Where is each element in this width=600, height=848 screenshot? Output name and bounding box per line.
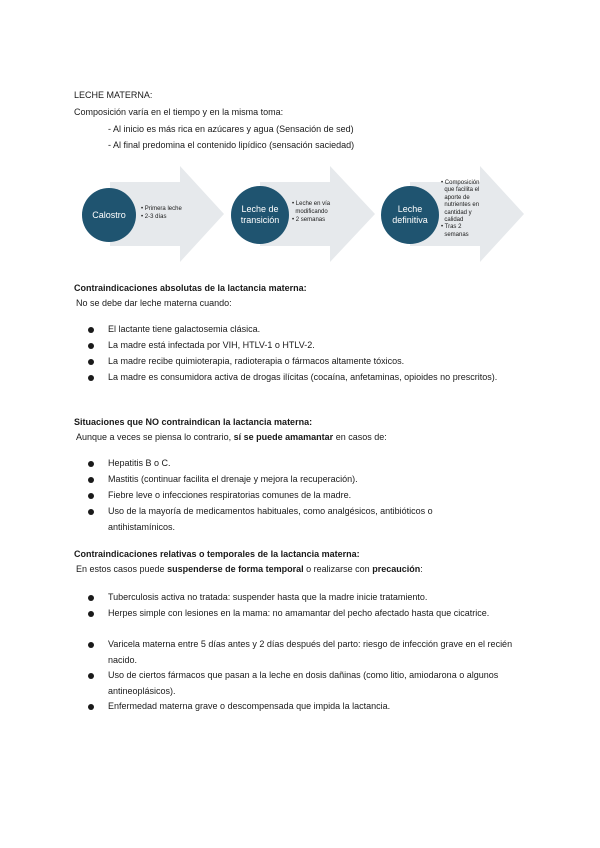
absolute-intro: No se debe dar leche materna cuando: [76, 298, 232, 308]
intro-emphasis: suspenderse de forma temporal [167, 564, 304, 574]
stage-note: • Leche en vía [292, 201, 331, 207]
relative-title: Contraindicaciones relativas o temporales de la lactancia materna: [74, 549, 360, 559]
list-item: Uso de la mayoría de medicamentos habituales, como analgésicos, antibióticos o antihistamínicos. [108, 506, 433, 532]
stage-circle-definitiva [381, 186, 439, 244]
bullet-icon [88, 509, 94, 515]
bullet-icon [88, 343, 94, 349]
composition-item: - Al inicio es más rica en azúcares y agua (Sensación de sed) [108, 124, 354, 134]
list-item: Fiebre leve o infecciones respiratorias comunes de la madre. [108, 490, 352, 500]
stage-note: • Tras 2 [441, 224, 462, 231]
intro-text: en casos de: [335, 432, 387, 442]
stage-note: modificando [292, 209, 328, 215]
list-item: Hepatitis B o C. [108, 458, 171, 468]
stage-note: aporte de [441, 194, 470, 201]
allowed-title: Situaciones que NO contraindican la lactancia materna: [74, 417, 313, 427]
bullet-icon [88, 704, 94, 710]
absolute-title: Contraindicaciones absolutas de la lactancia materna: [74, 283, 307, 293]
stage-note: cantidad y [441, 209, 472, 216]
stage-notes [292, 200, 330, 224]
bullet-icon [88, 642, 94, 648]
bullet-icon [88, 595, 94, 601]
intro-text: Aunque a veces se piensa lo contrario, [76, 432, 232, 442]
list-item: Varicela materna entre 5 días antes y 2 días después del parto: riesgo de infección grave en el recién nacido. [108, 639, 513, 665]
bullet-icon [88, 327, 94, 333]
bullet-icon [88, 359, 94, 365]
bullet-icon [88, 611, 94, 617]
list-item: Uso de ciertos fármacos que pasan a la leche en dosis dañinas (como litio, amiodarona o algunos antineoplásicos). [108, 670, 499, 696]
list-item: Herpes simple con lesiones en la mama: no amamantar del pecho afectado hasta que cicatrice. [108, 608, 490, 618]
stage-note: • Primera leche [141, 206, 182, 212]
list-item: Enfermedad materna grave o descompensada que impida la lactancia. [108, 701, 391, 711]
list-item: La madre está infectada por VIH, HTLV-1 o HTLV-2. [108, 340, 315, 350]
list-item: Tuberculosis activa no tratada: suspender hasta que la madre inicie tratamiento. [108, 592, 428, 602]
composition-intro: Composición varía en el tiempo y en la misma toma: [74, 107, 284, 117]
list-item: La madre recibe quimioterapia, radioterapia o fármacos altamente tóxicos. [108, 356, 405, 366]
intro-emphasis: precaución [372, 564, 421, 574]
stage-notes [141, 205, 182, 221]
stage-label: Calostro [92, 209, 126, 220]
composition-item: - Al final predomina el contenido lipídico (sensación saciedad) [108, 140, 355, 150]
stage-circle-transicion [231, 186, 289, 244]
list-item: El lactante tiene galactosemia clásica. [108, 324, 261, 334]
stage-circle-calostro [82, 188, 136, 242]
stage-label: definitiva [392, 215, 428, 225]
intro-emphasis: sí se puede amamantar [233, 432, 334, 442]
stage-notes [441, 180, 479, 239]
intro-text: : [420, 564, 423, 574]
stage-note: • Composición [441, 180, 480, 186]
stage-note: que facilita el [441, 187, 480, 194]
bullet-icon [88, 375, 94, 381]
list-item: La madre es consumidora activa de drogas ilícitas (cocaína, anfetaminas, opioides no prescritos). [108, 372, 498, 382]
stage-label: Leche de [241, 204, 279, 214]
bullet-icon [88, 493, 94, 499]
bullet-icon [88, 673, 94, 679]
stage-note: nutrientes en [441, 202, 480, 209]
relative-intro [76, 563, 423, 575]
stage-note: • 2-3 días [141, 214, 167, 220]
intro-text: o realizarse con [306, 564, 370, 574]
allowed-intro [76, 431, 387, 443]
stage-label: transición [240, 215, 280, 225]
stage-note: calidad [441, 217, 464, 224]
stage-note: semanas [441, 231, 469, 238]
stage-label: Leche [397, 204, 423, 214]
stage-note: • 2 semanas [292, 217, 326, 223]
intro-text: En estos casos puede [76, 564, 165, 574]
section-heading: LECHE MATERNA: [74, 90, 153, 100]
bullet-icon [88, 461, 94, 467]
list-item: Mastitis (continuar facilita el drenaje y mejora la recuperación). [108, 474, 358, 484]
bullet-icon [88, 477, 94, 483]
